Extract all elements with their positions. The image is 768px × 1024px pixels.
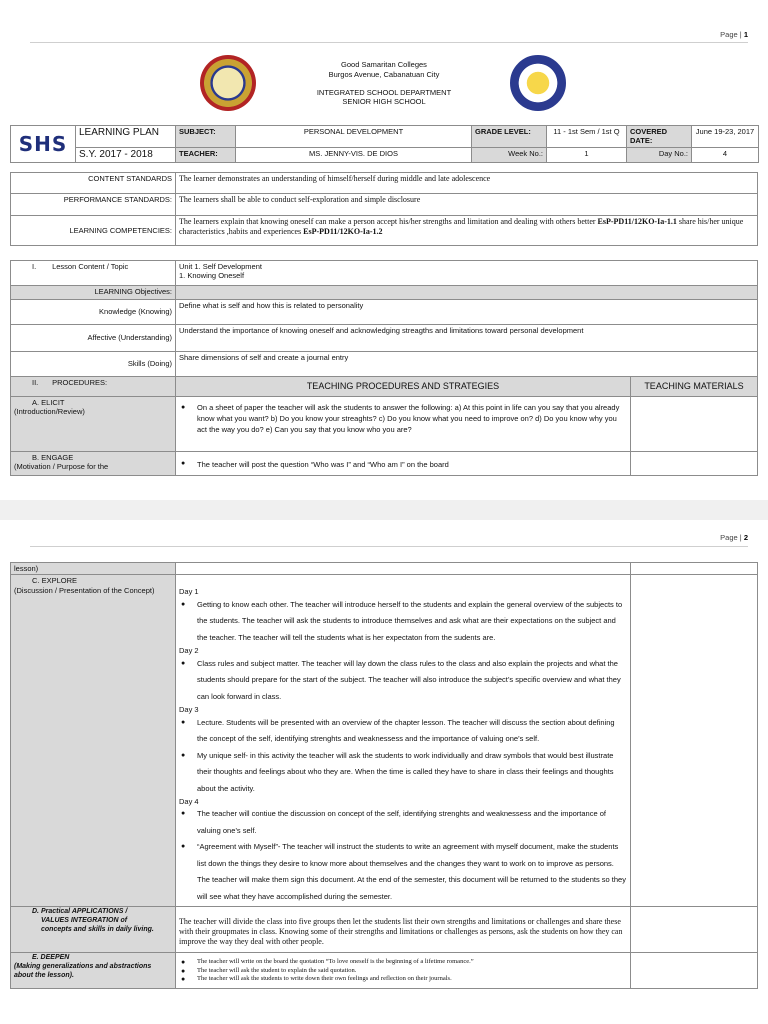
list-item: ● The teacher will write on the board the quotation “To love oneself is the beginning of a lifetime romance.”	[179, 958, 627, 966]
materials-header: TEACHING MATERIALS	[631, 377, 758, 397]
content-standards-label: CONTENT STANDARDS	[11, 173, 176, 194]
school-address: Burgos Avenue, Cabanatuan City	[328, 69, 440, 79]
learning-plan-header	[10, 125, 758, 163]
lesson-content-label: I. Lesson Content / Topic	[11, 261, 176, 286]
affective-value: Understand the importance of knowing oneself and acknowledging streagths and limitations toward personal development	[176, 325, 758, 352]
day-value: 4	[692, 147, 759, 163]
list-item: ● My unique self- in this activity the teacher will ask the students to work individually and draw symbols that would best illustrate their thoughts and feelings about who they are. When the time is called they have to share in class their feelings and thoughts about the activity.	[179, 748, 627, 798]
lesson-topic: Unit 1. Self Development 1. Knowing Oneself	[176, 261, 758, 286]
elicit-text: ● On a sheet of paper the teacher will ask the students to answer the following: a) At this point in life can you say that you already know what you want? b) Do you know your streaghts? c) Do you know what you need to improve on? d) Do you know why you act the way you do? e) Can you say that you know who you are?	[176, 397, 631, 452]
lesson-content-table	[10, 260, 758, 476]
deepen-text	[176, 953, 631, 989]
school-division: SENIOR HIGH SCHOOL	[342, 97, 426, 107]
subject-label: SUBJECT:	[176, 126, 236, 148]
practical-materials	[631, 907, 758, 953]
engage-materials	[631, 452, 758, 476]
page-number: Page | 1	[720, 30, 748, 39]
list-item: ● Class rules and subject matter. The teacher will lay down the class rules to the class and also explain the projects and what the students should prepare for the start of the subject. The teacher will also introduce the subject’s specific overview and what they can look forward in class.	[179, 656, 627, 706]
procedures-label: II. PROCEDURES:	[11, 377, 176, 397]
content-standards-value: The learner demonstrates an understanding of himself/herself during middle and late adolescence	[176, 173, 758, 194]
day-1-list	[179, 597, 627, 647]
learning-competencies-label: LEARNING COMPETENCIES:	[11, 216, 176, 246]
day-3-label: Day 3	[179, 705, 199, 715]
week-value: 1	[547, 147, 627, 163]
knowledge-value: Define what is self and how this is related to personality	[176, 300, 758, 325]
performance-standards-label: PERFORMANCE STANDARDS:	[11, 194, 176, 216]
explore-label: C. EXPLORE (Discussion / Presentation of the Concept)	[11, 575, 176, 907]
strategies-header: TEACHING PROCEDURES AND STRATEGIES	[176, 377, 631, 397]
deepen-materials	[631, 953, 758, 989]
day-1-label: Day 1	[179, 587, 199, 597]
learning-competencies-value: The learners explain that knowing oneself can make a person accept his/her strengths and limitation and dealing with others better EsP-PD11/12KO-Ia-1.1 share his/her unique characteristics ,habits and experiences EsP-PD11/12KO-Ia-1.2	[176, 216, 758, 246]
day-2-list	[179, 656, 627, 706]
teacher-label: TEACHER:	[176, 147, 236, 163]
list-item: ● The teacher will ask the students to write down their own feelings and reflection on their journals.	[179, 975, 627, 983]
school-name: Good Samaritan Colleges	[341, 60, 427, 69]
skills-value: Share dimensions of self and create a journal entry	[176, 352, 758, 377]
school-year: S.Y. 2017 - 2018	[76, 147, 176, 163]
page-1	[0, 0, 768, 500]
practical-applications-text: The teacher will divide the class into five groups then let the students list their own strengths and limitations or challenges and share these with their groupmates in class. Knowing some of their strengths and limitations or challenges as persons, ask the students on how they can improve the way they deal with other people.	[176, 907, 631, 953]
continued-materials	[631, 563, 758, 575]
performance-standards-value: The learners shall be able to conduct self-exploration and simple disclosure	[176, 194, 758, 216]
school-header	[0, 60, 768, 107]
day-2-label: Day 2	[179, 646, 199, 656]
knowledge-label: Knowledge (Knowing)	[11, 300, 176, 325]
objectives-spacer	[176, 286, 758, 300]
list-item: ● “Agreement with Myself”- The teacher will instruct the students to write an agreement with myself document, make the students list down the things they desire to know more about themselves and the changes they want to work on to improve as persons. The teacher will make them sign this document. At the end of the semester, this document will be returned to the students so they will see what they have accomplished during the semester.	[179, 839, 627, 905]
affective-label: Affective (Understanding)	[11, 325, 176, 352]
page-divider	[30, 546, 748, 547]
subject-value: PERSONAL DEVELOPMENT	[236, 126, 472, 148]
school-department: INTEGRATED SCHOOL DEPARTMENT	[316, 87, 452, 97]
grade-label: GRADE LEVEL:	[472, 126, 547, 148]
grade-value: 11 - 1st Sem / 1st Q	[547, 126, 627, 148]
engage-label: B. ENGAGE (Motivation / Purpose for the	[11, 452, 176, 476]
week-label: Week No.:	[472, 147, 547, 163]
day-4-label: Day 4	[179, 797, 199, 806]
engage-text: ● The teacher will post the question “Who was I” and “Who am I” on the board	[176, 452, 631, 476]
explore-materials	[631, 575, 758, 907]
day-3-list	[179, 715, 627, 798]
list-item: ● Getting to know each other. The teacher will introduce herself to the students and explain the general overview of the subjects to the students. The teacher will ask the students to introduce themselves and ask what are their expectations on the subject and the teacher. The teacher will tell the students what is her expectaton from the sudents are.	[179, 597, 627, 647]
list-item: ● The teacher will contiue the discussion on concept of the self, identifying strenghts and weaknessess and the importance of valuing one’s self.	[179, 806, 627, 839]
skills-label: Skills (Doing)	[11, 352, 176, 377]
plan-title: LEARNING PLAN	[76, 126, 176, 148]
shs-logo: SHS	[11, 126, 76, 163]
lesson-continued: lesson)	[11, 563, 176, 575]
procedures-continued-table	[10, 562, 758, 989]
list-item: ● Lecture. Students will be presented with an overview of the chapter lesson. The teacher will discuss the section about defining the concept of the self, identifying strenghts and weaknessess and the importance of valuing one’s self.	[179, 715, 627, 748]
explore-text	[176, 575, 631, 907]
page-gap	[0, 500, 768, 520]
covered-date-label: COVERED DATE:	[627, 126, 692, 148]
continued-text	[176, 563, 631, 575]
standards-table	[10, 172, 758, 246]
objectives-label: LEARNING Objectives:	[11, 286, 176, 300]
page-2	[0, 520, 768, 1024]
covered-date-value: June 19-23, 2017	[692, 126, 759, 148]
list-item: ● The teacher will ask the student to explain the said quotation.	[179, 967, 627, 975]
elicit-materials	[631, 397, 758, 452]
page-divider	[30, 42, 748, 43]
deepen-label: E. DEEPEN (Making generalizations and abstractions about the lesson).	[11, 953, 176, 989]
teacher-value: MS. JENNY-VIS. DE DIOS	[236, 147, 472, 163]
practical-applications-label: D. Practical APPLICATIONS / VALUES INTEGRATION of concepts and skills in daily living.	[11, 907, 176, 953]
day-label: Day No.:	[627, 147, 692, 163]
day-4-list	[179, 806, 627, 905]
page-number: Page | 2	[720, 533, 748, 542]
elicit-label: A. ELICIT (Introduction/Review)	[11, 397, 176, 452]
